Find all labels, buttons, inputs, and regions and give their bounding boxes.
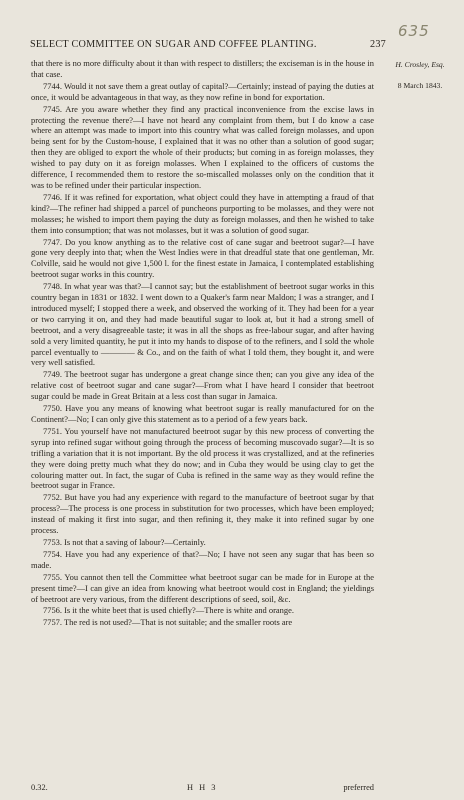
paragraph: 7756. Is it the white beet that is used chiefly?—There is white and orange. <box>43 605 294 616</box>
paragraph: 7748. In what year was that?—I cannot say; but the establishment of beetroot sugar works in this country began in 1831 or 1832. I went down to a Quaker's farm near Maldon; I was a stranger, and I introduced myself; I stopped there a week, and observed the working of it. They had been for a year or two carrying it on, and they had made beautiful sugar to look at, but it had a strong smell of beetroot, and a very disagreeable taste; it was in all the shops as free-labour sugar, and after having sold a very limited quantity, he put it into my hands to dispose of to the refiners, and I sold the whole parcel eventually to ———— & Co., and on the faith of what I told them, they bought it, and were very well satisfied. <box>31 281 374 368</box>
signature-mark: H H 3 <box>187 783 218 792</box>
paragraph: 7749. The beetroot sugar has undergone a great change since then; can you give any idea of the relative cost of beetroot sugar and cane sugar?—From what I have heard I consider that beetroot sugar could be made in Great Britain at a less cost than sugar in Jamaica. <box>31 369 374 402</box>
margin-witness-name: H. Crosley, Esq. <box>395 60 445 69</box>
margin-date: 8 March 1843. <box>397 81 443 90</box>
header-title: SELECT COMMITTEE ON SUGAR AND COFFEE PLANTING. <box>30 39 317 50</box>
paragraph: 7745. Are you aware whether they find any practical inconvenience from the excise laws in protecting the revenue there?—I have not heard any complaint from them, but I do know a case where an attempt was made to import into this country what was called foreign molasses, and upon being sent for by the Custom-house, I explained that it was no other than a solution of good sugar; then they are obliged to export the whole of their products; but coming in as foreign molasses, they wished to pay duty on it as foreign molasses. When I explained to the officers of customs the difference, I recommended them to restore the so-miscalled molasses only on the condition that it was to be refined under their particular inspection. <box>31 103 374 190</box>
paragraph: 7744. Would it not save them a great outlay of capital?—Certainly; instead of paying the duties at once, it would be advantageous in that way, as they now refine in bond for exportation. <box>31 80 374 102</box>
paragraph: 7755. You cannot then tell the Committee what beetroot sugar can be made for in Europe at the present time?—I can give an idea from knowing what beetroot would cost in England; the yieldings of beetroot are very various, from the different descriptions of seed, soil, &c. <box>31 571 374 604</box>
paragraph: 7754. Have you had any experience of that?—No; I have not seen any sugar that has been so made. <box>31 548 374 570</box>
page-number: 237 <box>369 39 386 50</box>
paragraph: 7750. Have you any means of knowing what beetroot sugar is really manufactured for on the Continent?—No; I can only give this statement as to a period of a few years back. <box>31 403 374 424</box>
page-footer <box>31 783 374 795</box>
running-header <box>30 39 390 50</box>
paragraph: 7747. Do you know anything as to the relative cost of cane sugar and beetroot sugar?—I have gone very deeply into that; when the West Indies were in that dreadful state that one gentleman, Mr. Colville, said he would not give 1,500 l. for the finest estate in Jamaica, I contemplated establishing beetroot sugar works in this country. <box>31 236 374 280</box>
paragraph: 7752. But have you had any experience with regard to the manufacture of beetroot sugar by that process?—The process is one process in substitution for two processes, which have been employed; instead of making it first into sugar, and then refining it, they make it into refined sugar by one process. <box>31 492 374 536</box>
handwritten-folio-number: 635 <box>398 22 430 40</box>
paragraph: that there is no more difficulty about it than with respect to distillers; the exciseman is in the house in that case. <box>31 58 374 79</box>
paragraph: 7757. The red is not used?—That is not suitable; and the smaller roots are <box>43 617 293 628</box>
catchword: preferred <box>343 783 374 792</box>
paragraph: 7751. You yourself have not manufactured beetroot sugar by this new process of converting the syrup into refined sugar without going through the process of becoming muscovado sugar?—It is so trifling a variation that it is not important. By the old process it was crystallized, and at the refineries they were doing pretty much what they do now; and in Cuba they would be using clay to get the colouring matter out. In fact, the sugar of Cuba is refined in the same way as they would refine the beetroot sugar in France. <box>31 425 374 491</box>
testimony-body <box>31 58 374 629</box>
footer-reference: 0.32. <box>31 783 48 792</box>
paragraph: 7753. Is not that a saving of labour?—Certainly. <box>43 536 206 547</box>
paragraph: 7746. If it was refined for exportation, what object could they have in attempting a fraud of that kind?—The refiner had shipped a parcel of puncheons purporting to be molasses, and they were not molasses; he wished to import them paying the duty as foreign molasses, and then he wished to take them into consumption; that was not molasses, but it was a solution of good sugar. <box>31 191 374 235</box>
